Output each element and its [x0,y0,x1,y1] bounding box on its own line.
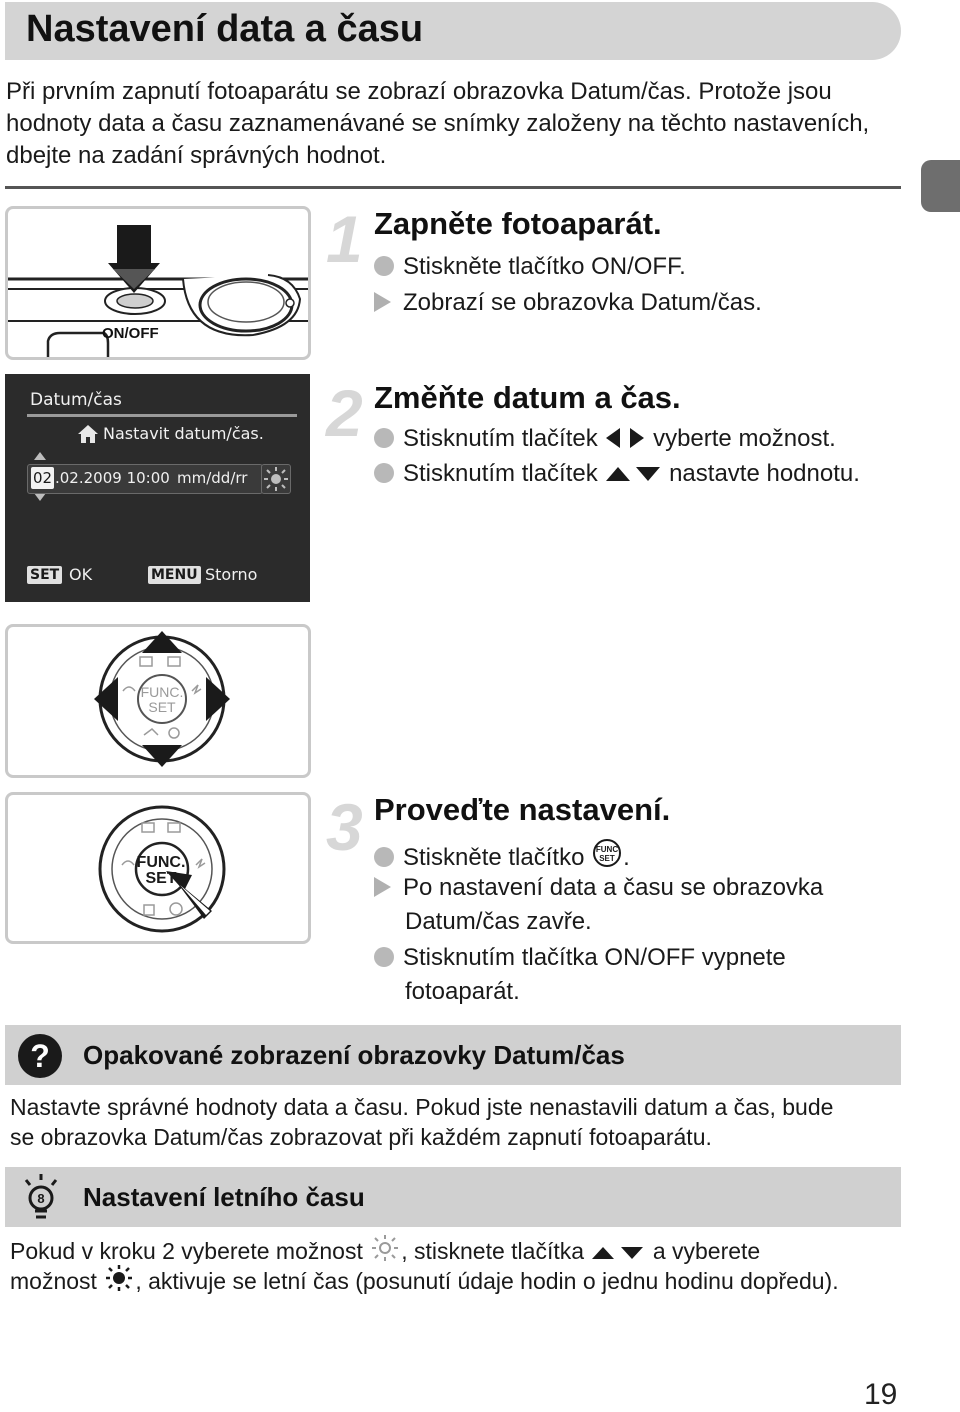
step-bullet: Stiskněte tlačítko ON/OFF. [374,252,686,282]
sun-icon [262,465,290,493]
page-number: 19 [864,1378,898,1411]
step-result-cont: Datum/čas zavře. [405,908,592,935]
step-heading: Změňte datum a čas. [374,380,681,415]
arrow-up-icon [33,450,47,462]
section-text: se obrazovka Datum/čas zobrazovat při každém zapnutí fotoaparátu. [10,1124,712,1150]
set-key-icon: SET [27,566,62,584]
arrow-up-down-icon [604,464,662,484]
camera-screen [5,374,310,602]
func-set-label: FUNC. SET [140,684,184,715]
section-title: Opakované zobrazení obrazovky Datum/čas [83,1040,625,1070]
side-tab [921,160,960,212]
dst-toggle [261,464,291,494]
bullet-icon [374,463,394,483]
section-text: Pokud v kroku 2 vyberete možnost , stisknete tlačítka a vyberete [10,1234,760,1266]
onoff-illustration [5,206,311,360]
step-number: 2 [326,376,363,450]
intro-text: Při prvním zapnutí fotoaparátu se zobrazí obrazovka Datum/čas. Protože jsou hodnoty data a času zaznamenávané se snímky založeny na těchto nastaveních, dbejte na zadání správných hodnot. [6,78,870,169]
screen-title: Datum/čas [30,390,122,410]
step-bullet: Stisknutím tlačítka ON/OFF vypnete [374,943,786,973]
step-bullet-cont: fotoaparát. [405,978,520,1005]
func-set-label: FUNC. SET [136,854,186,887]
dial-press-illustration [5,792,311,944]
bullet-icon [374,947,394,967]
bullet-icon [374,428,394,448]
section-text: Nastavte správné hodnoty data a času. Pokud jste nenastavili datum a čas, bude [10,1094,834,1120]
page-title: Nastavení data a času [26,8,424,50]
section-text: možnost , aktivuje se letní čas (posunutí údaje hodin o jednu hodinu dopředu). [10,1264,839,1296]
step-result: Po nastavení data a času se obrazovka [374,873,823,903]
step-result: Zobrazí se obrazovka Datum/čas. [374,288,762,318]
step-bullet: Stisknutím tlačítek vyberte možnost. [374,424,836,454]
func-set-button-icon [591,838,623,868]
bullet-icon [374,256,394,276]
lightbulb-icon [20,1172,62,1224]
result-arrow-icon [374,877,391,897]
step-heading: Proveďte nastavení. [374,792,671,827]
onoff-label: ON/OFF [102,325,159,342]
dial-arrows-illustration [5,624,311,778]
day-value: 02 [33,469,53,487]
bullet-icon [374,847,394,867]
screen-divider [27,414,297,417]
svg-text:FUNC: FUNC [595,845,619,854]
section-title: Nastavení letního času [83,1182,365,1212]
step-bullet: Stisknutím tlačítek nastavte hodnotu. [374,459,860,489]
svg-text:SET: SET [599,854,615,863]
arrow-left-right-icon [604,427,646,449]
result-arrow-icon [374,292,391,312]
date-format: mm/dd/rr [177,469,248,487]
screen-subtitle: Nastavit datum/čas. [103,424,264,443]
svg-text:8: 8 [37,1191,45,1206]
step-number: 3 [326,790,363,864]
step-number: 1 [326,202,363,276]
arrow-up-down-icon [590,1244,646,1262]
ok-label: OK [69,565,93,584]
sun-icon [369,1234,401,1262]
home-icon [77,424,99,444]
step-bullet: Stiskněte tlačítko FUNC SET . [374,838,630,873]
sun-icon [103,1264,135,1292]
question-icon [16,1032,64,1080]
step-heading: Zapněte fotoaparát. [374,206,662,241]
svg-text:?: ? [30,1038,50,1074]
menu-key-icon: MENU [148,566,201,584]
divider [5,186,901,189]
date-value: .02.2009 10:00 [55,469,170,487]
cancel-label: Storno [205,565,258,584]
